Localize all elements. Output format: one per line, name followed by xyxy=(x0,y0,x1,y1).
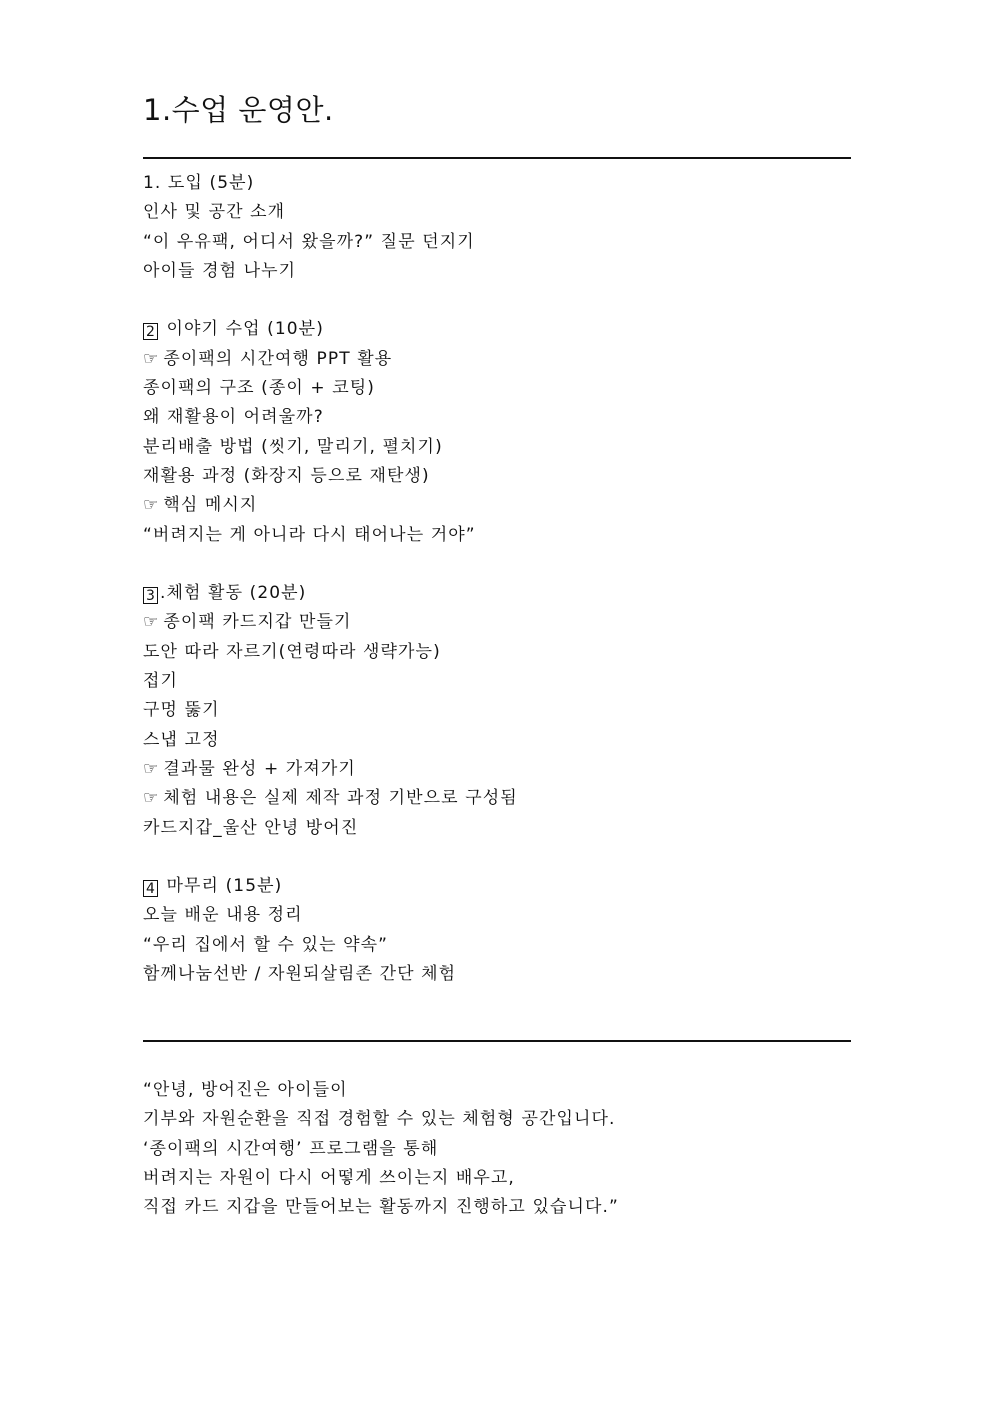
section-1-line: 아이들 경험 나누기 xyxy=(143,260,297,281)
section-1-line: 인사 및 공간 소개 xyxy=(143,202,286,223)
section-3-number-box: 3 xyxy=(143,587,158,604)
section-3-line: 도안 따라 자르기(연령따라 생략가능) xyxy=(143,641,441,662)
section-1-heading: 1. 도입 (5분) xyxy=(143,173,255,193)
section-2-point xyxy=(143,345,851,374)
section-3-point xyxy=(143,784,851,813)
pointing-hand-icon: ☞ xyxy=(143,758,160,779)
pointing-hand-icon: ☞ xyxy=(143,348,160,369)
section-4-line: “우리 집에서 할 수 있는 약속” xyxy=(143,934,389,955)
section-3-point-text: 결과물 완성 + 가져가기 xyxy=(163,758,356,779)
section-3-point-text: 체험 내용은 실제 제작 과정 기반으로 구성됨 xyxy=(163,788,518,809)
section-3-heading-text: .체험 활동 (20분) xyxy=(160,583,307,604)
section-2-point xyxy=(143,491,851,520)
pointing-hand-icon: ☞ xyxy=(143,612,160,633)
section-1-line: “이 우유팩, 어디서 왔을까?” 질문 던지기 xyxy=(143,231,475,252)
section-3-point xyxy=(143,608,851,637)
section-2-heading xyxy=(143,315,851,344)
closing-line: 버려지는 자원이 다시 어떻게 쓰이는지 배우고, xyxy=(143,1167,515,1188)
closing-line: 직접 카드 지갑을 만들어보는 활동까지 진행하고 있습니다.” xyxy=(143,1197,619,1218)
section-3-point-text: 종이팩 카드지갑 만들기 xyxy=(163,612,352,633)
top-divider xyxy=(143,157,851,159)
section-2-point-text: 종이팩의 시간여행 PPT 활용 xyxy=(163,348,393,369)
section-4-line: 오늘 배운 내용 정리 xyxy=(143,905,303,926)
section-2-line: 재활용 과정 (화장지 등으로 재탄생) xyxy=(143,465,430,486)
pointing-hand-icon: ☞ xyxy=(143,788,160,809)
section-3-line: 카드지갑_울산 안녕 방어진 xyxy=(143,817,359,838)
bottom-divider xyxy=(143,1040,851,1042)
section-4-heading-text: 마무리 (15분) xyxy=(160,876,283,897)
section-2-quote: “버려지는 게 아니라 다시 태어나는 거야” xyxy=(143,524,476,545)
closing-line: ‘종이팩의 시간여행’ 프로그램을 통해 xyxy=(143,1138,439,1159)
section-3-line: 스냅 고정 xyxy=(143,729,220,750)
closing-line: “안녕, 방어진은 아이들이 xyxy=(143,1080,348,1100)
pointing-hand-icon: ☞ xyxy=(143,495,160,516)
section-3-line: 접기 xyxy=(143,671,179,692)
section-3-heading xyxy=(143,579,851,608)
section-4-number-box: 4 xyxy=(143,880,158,897)
section-2-line: 종이팩의 구조 (종이 + 코팅) xyxy=(143,378,376,399)
section-4-heading xyxy=(143,872,851,901)
closing-line: 기부와 자원순환을 직접 경험할 수 있는 체험형 공간입니다. xyxy=(143,1109,616,1130)
section-2-point-text: 핵심 메시지 xyxy=(163,495,258,516)
section-3-point xyxy=(143,755,851,784)
section-2-number-box: 2 xyxy=(143,323,158,340)
section-3-line: 구멍 뚫기 xyxy=(143,700,220,721)
section-4-line: 함께나눔선반 / 자원되살림존 간단 체험 xyxy=(143,964,457,985)
page-title: 1.수업 운영안. xyxy=(143,93,334,127)
section-2-line: 분리배출 방법 (씻기, 말리기, 펼치기) xyxy=(143,436,443,457)
lesson-plan xyxy=(143,169,851,989)
closing-statement xyxy=(143,1076,851,1222)
section-2-heading-text: 이야기 수업 (10분) xyxy=(160,319,324,340)
section-2-line: 왜 재활용이 어려울까? xyxy=(143,407,324,428)
